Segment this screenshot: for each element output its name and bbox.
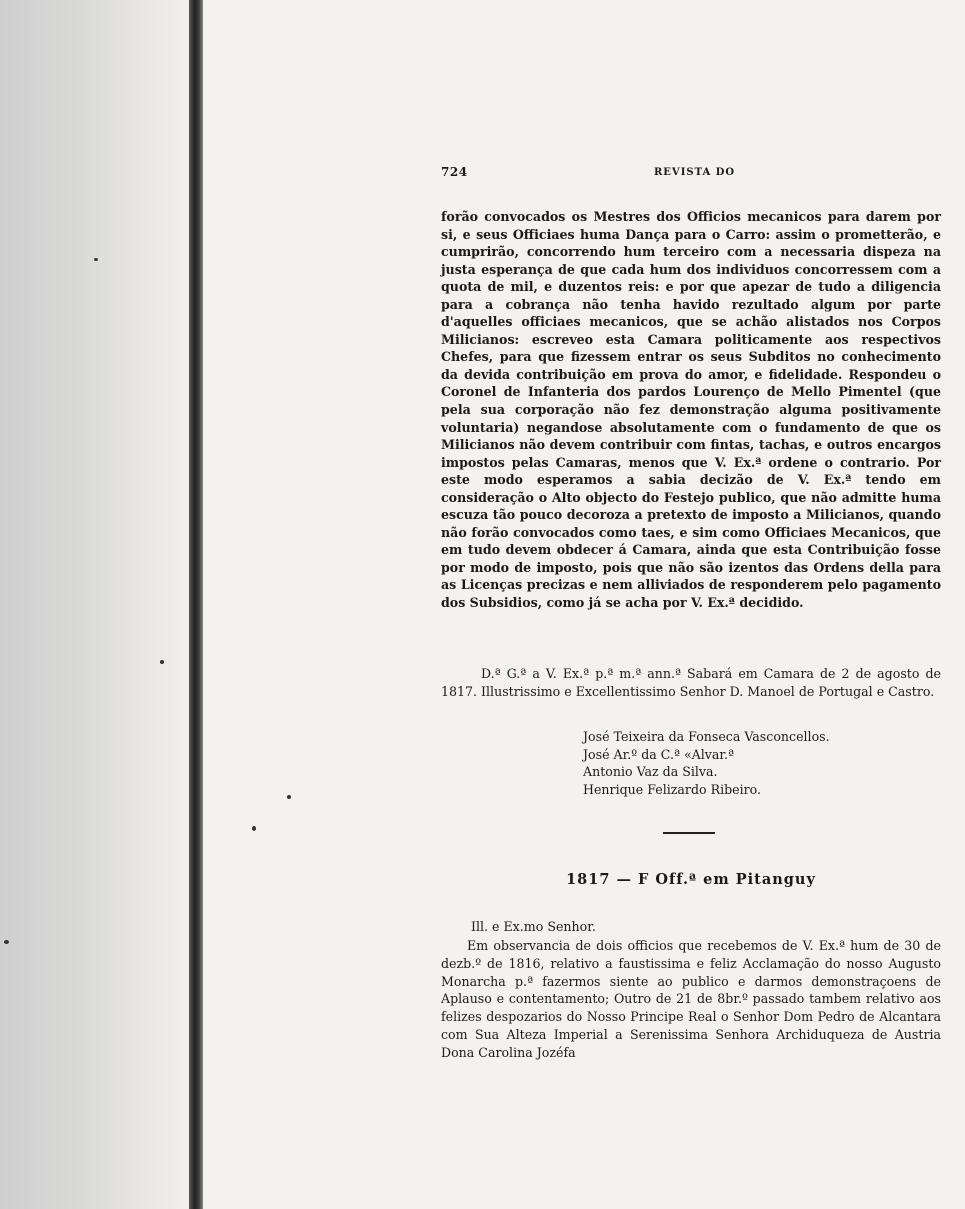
book-spine <box>189 0 203 1209</box>
signature-list <box>583 728 913 798</box>
body-paragraph: forão convocados os Mestres dos Officios mecanicos para darem por si, e seus Officiaes huma Dança para o Carro: assim o prometterão, e cumprirão, concorrendo hum terceiro com a necessaria dispeza na justa esperança de que cada hum dos individuos concorressem com a quota de mil, e duzentos reis: e por que apezar de tudo a diligencia para a cobrança não tenha havido rezultado algum por parte d'aquelles officiaes mecanicos, que se achão alistados nos Corpos Milicianos: escreveo esta Camara politicamente aos respectivos Chefes, para que fizessem entrar os seus Subditos no conhecimento da devida contribuição em prova do amor, e fidelidade. Respondeu o Coronel de Infanteria dos pardos Lourenço de Mello Pimentel (que pela sua corporação não fez demonstração alguma positivamente voluntaria) negandose absolutamente com o fundamento de que os Milicianos não devem contribuir com fintas, tachas, e outros encargos impostos pelas Camaras, menos que V. Ex.ª ordene o contrario. Por este modo esperamos a sabia decizão de V. Ex.ª tendo em consideração o Alto objecto do Festejo publico, que não admitte huma escuza tão pouco decoroza a pretexto de imposto a Milicianos, quando não forão convocados como taes, e sim como Officiaes Mecanicos, que em tudo devem obdecer á Camara, ainda que esta Contribuição fosse por modo de imposto, pois que não são izentos das Ordens della para as Licenças precizas e nem alliviados de responderem pelo pagamento dos Subsidios, como já se acha por V. Ex.ª decidido. <box>441 209 941 611</box>
section-divider <box>663 832 715 834</box>
salutation: Ill. e Ex.mo Senhor. <box>471 919 596 934</box>
page-number: 724 <box>441 165 468 179</box>
section-title: 1817 — F Off.ª em Pitanguy <box>566 871 816 888</box>
running-title: REVISTA DO <box>654 167 736 178</box>
page-gutter-shadow <box>0 0 200 1209</box>
scan-speck <box>94 258 98 261</box>
signature-line: José Teixeira da Fonseca Vasconcellos. <box>583 729 830 744</box>
signature-line: Henrique Felizardo Ribeiro. <box>583 781 762 797</box>
scan-speck <box>4 940 9 944</box>
page-header <box>441 165 941 183</box>
scan-speck <box>252 826 256 831</box>
letter-paragraph: Em observancia de dois officios que recebemos de V. Ex.ª hum de 30 de dezb.º de 1816, relativo a faustissima e feliz Acclamação do nosso Augusto Monarcha p.ª fazermos siente ao publico e darmos demonstraçoens de Aplauso e contentamento; Outro de 21 de 8br.º passado tambem relativo aos felizes despozarios do Nosso Principe Real o Senhor Dom Pedro de Alcantara com Sua Alteza Imperial a Serenissima Senhora Archiduqueza de Austria Dona Carolina Jozéfa <box>441 938 941 1060</box>
letter-closing: D.ª G.ª a V. Ex.ª p.ª m.ª ann.ª Sabará em Camara de 2 de agosto de 1817. Illustrissimo e Excellentissimo Senhor D. Manoel de Portugal e Castro. <box>441 666 941 699</box>
signature-line: Antonio Vaz da Silva. <box>583 764 718 780</box>
scan-speck <box>160 660 164 664</box>
scan-speck <box>287 795 291 799</box>
signature-line: José Ar.º da C.ª «Alvar.ª <box>583 746 735 762</box>
